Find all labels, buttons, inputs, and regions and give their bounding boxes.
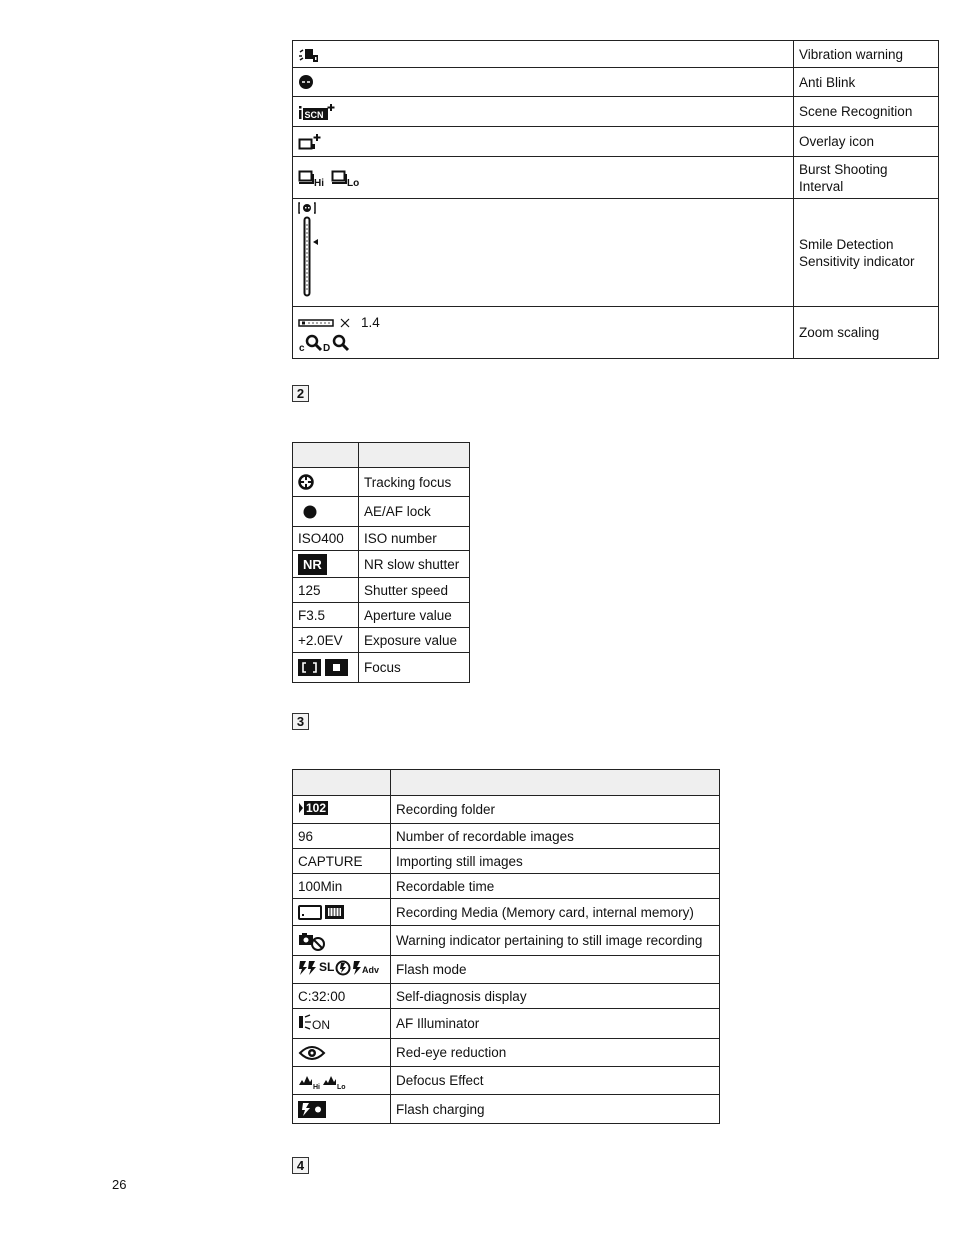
nr-icon: NR bbox=[298, 554, 327, 575]
recordable-time-value: 100Min bbox=[293, 874, 391, 899]
table-row bbox=[293, 1009, 720, 1039]
table-row bbox=[293, 984, 720, 1009]
vibration-warning-label: Vibration warning bbox=[794, 41, 939, 68]
svg-text:Adv: Adv bbox=[362, 964, 380, 975]
burst-interval-icon bbox=[298, 168, 362, 188]
anti-blink-label: Anti Blink bbox=[794, 68, 939, 97]
table-row bbox=[293, 849, 720, 874]
focus-frame-icon bbox=[298, 659, 350, 676]
table-row bbox=[293, 1039, 720, 1067]
still-warning-label: Warning indicator pertaining to still image recording bbox=[391, 926, 720, 956]
flash-icon bbox=[298, 960, 318, 976]
anti-blink-icon bbox=[298, 74, 314, 90]
indicator-table-2 bbox=[292, 442, 470, 683]
flash-advanced-icon bbox=[352, 960, 382, 976]
overlay-label: Overlay icon bbox=[794, 127, 939, 157]
recording-folder-icon: 102 bbox=[298, 801, 328, 815]
table-row bbox=[293, 796, 720, 824]
indicator-table-3 bbox=[292, 769, 720, 1124]
defocus-icon bbox=[298, 1072, 348, 1090]
section-number-2: 2 bbox=[292, 385, 309, 402]
iso-label: ISO number bbox=[359, 527, 470, 551]
indicator-table-1 bbox=[292, 40, 939, 359]
flash-mode-icon: SL Adv bbox=[298, 959, 382, 976]
iso-value: ISO400 bbox=[293, 527, 359, 551]
table-row bbox=[293, 628, 470, 653]
flash-charging-icon bbox=[298, 1101, 326, 1118]
zoom-scaling-label: Zoom scaling bbox=[794, 307, 939, 359]
table-row bbox=[293, 603, 470, 628]
page-number: 26 bbox=[112, 1177, 127, 1192]
svg-text:Hi: Hi bbox=[313, 1083, 320, 1090]
svg-text:Hi: Hi bbox=[314, 177, 324, 188]
table-row bbox=[293, 497, 470, 527]
af-illuminator-label: AF Illuminator bbox=[391, 1009, 720, 1039]
burst-interval-label: Burst Shooting Interval bbox=[794, 157, 939, 199]
aperture-label: Aperture value bbox=[359, 603, 470, 628]
table-header-row bbox=[293, 770, 720, 796]
svg-text:SCN: SCN bbox=[304, 109, 324, 120]
aperture-value: F3.5 bbox=[293, 603, 359, 628]
svg-text:Lo: Lo bbox=[347, 177, 360, 188]
table-header-row bbox=[293, 443, 470, 468]
nr-slow-shutter-label: NR slow shutter bbox=[359, 551, 470, 578]
table-row bbox=[293, 68, 939, 97]
red-eye-label: Red-eye reduction bbox=[391, 1039, 720, 1067]
table-row bbox=[293, 527, 470, 551]
recording-media-label: Recording Media (Memory card, internal memory) bbox=[391, 899, 720, 926]
table-row bbox=[293, 874, 720, 899]
vibration-warning-icon bbox=[298, 46, 320, 63]
capture-value: CAPTURE bbox=[293, 849, 391, 874]
svg-text:Lo: Lo bbox=[337, 1083, 346, 1090]
tracking-focus-label: Tracking focus bbox=[359, 468, 470, 497]
af-illuminator-icon: ON bbox=[298, 1011, 330, 1034]
table-row bbox=[293, 956, 720, 984]
exposure-value: +2.0EV bbox=[293, 628, 359, 653]
table-row bbox=[293, 899, 720, 926]
smile-sensitivity-icon bbox=[298, 202, 324, 298]
table-row bbox=[293, 653, 470, 683]
recordable-time-label: Recordable time bbox=[391, 874, 720, 899]
tracking-focus-icon bbox=[298, 474, 314, 490]
self-diagnosis-value: C:32:00 bbox=[293, 984, 391, 1009]
table-row bbox=[293, 307, 939, 359]
scene-recognition-label: Scene Recognition bbox=[794, 97, 939, 127]
table-row bbox=[293, 157, 939, 199]
zoom-scaling-value: 1.4 bbox=[361, 315, 380, 330]
recordable-images-value: 96 bbox=[293, 824, 391, 849]
zoom-scaling-icon bbox=[298, 333, 356, 353]
recording-folder-label: Recording folder bbox=[391, 796, 720, 824]
ae-af-lock-label: AE/AF lock bbox=[359, 497, 470, 527]
flash-charging-label: Flash charging bbox=[391, 1095, 720, 1124]
table-row bbox=[293, 468, 470, 497]
shutter-speed-label: Shutter speed bbox=[359, 578, 470, 603]
flash-mode-label: Flash mode bbox=[391, 956, 720, 984]
zoom-bar-icon bbox=[298, 317, 356, 329]
focus-label: Focus bbox=[359, 653, 470, 683]
table-row bbox=[293, 199, 939, 307]
section-number-3: 3 bbox=[292, 713, 309, 730]
table-row bbox=[293, 824, 720, 849]
svg-text:D: D bbox=[323, 343, 331, 353]
ae-af-lock-icon bbox=[298, 504, 322, 520]
flash-off-icon bbox=[335, 960, 351, 976]
af-lamp-icon bbox=[298, 1014, 312, 1032]
shutter-speed-value: 125 bbox=[293, 578, 359, 603]
exposure-label: Exposure value bbox=[359, 628, 470, 653]
table-row bbox=[293, 97, 939, 127]
still-warning-icon bbox=[298, 931, 328, 951]
overlay-icon bbox=[298, 133, 322, 151]
defocus-label: Defocus Effect bbox=[391, 1067, 720, 1095]
table-row bbox=[293, 926, 720, 956]
svg-text:c: c bbox=[299, 343, 305, 353]
smile-sensitivity-label: Smile Detection Sensitivity indicator bbox=[794, 199, 939, 307]
table-row bbox=[293, 127, 939, 157]
section-number-4: 4 bbox=[292, 1157, 309, 1174]
scene-recognition-icon bbox=[298, 103, 336, 121]
importing-label: Importing still images bbox=[391, 849, 720, 874]
table-row bbox=[293, 1095, 720, 1124]
red-eye-icon bbox=[298, 1045, 326, 1061]
table-row bbox=[293, 41, 939, 68]
self-diagnosis-label: Self-diagnosis display bbox=[391, 984, 720, 1009]
recording-media-icon bbox=[298, 904, 346, 920]
table-row bbox=[293, 551, 470, 578]
recordable-images-label: Number of recordable images bbox=[391, 824, 720, 849]
table-row bbox=[293, 1067, 720, 1095]
table-row bbox=[293, 578, 470, 603]
